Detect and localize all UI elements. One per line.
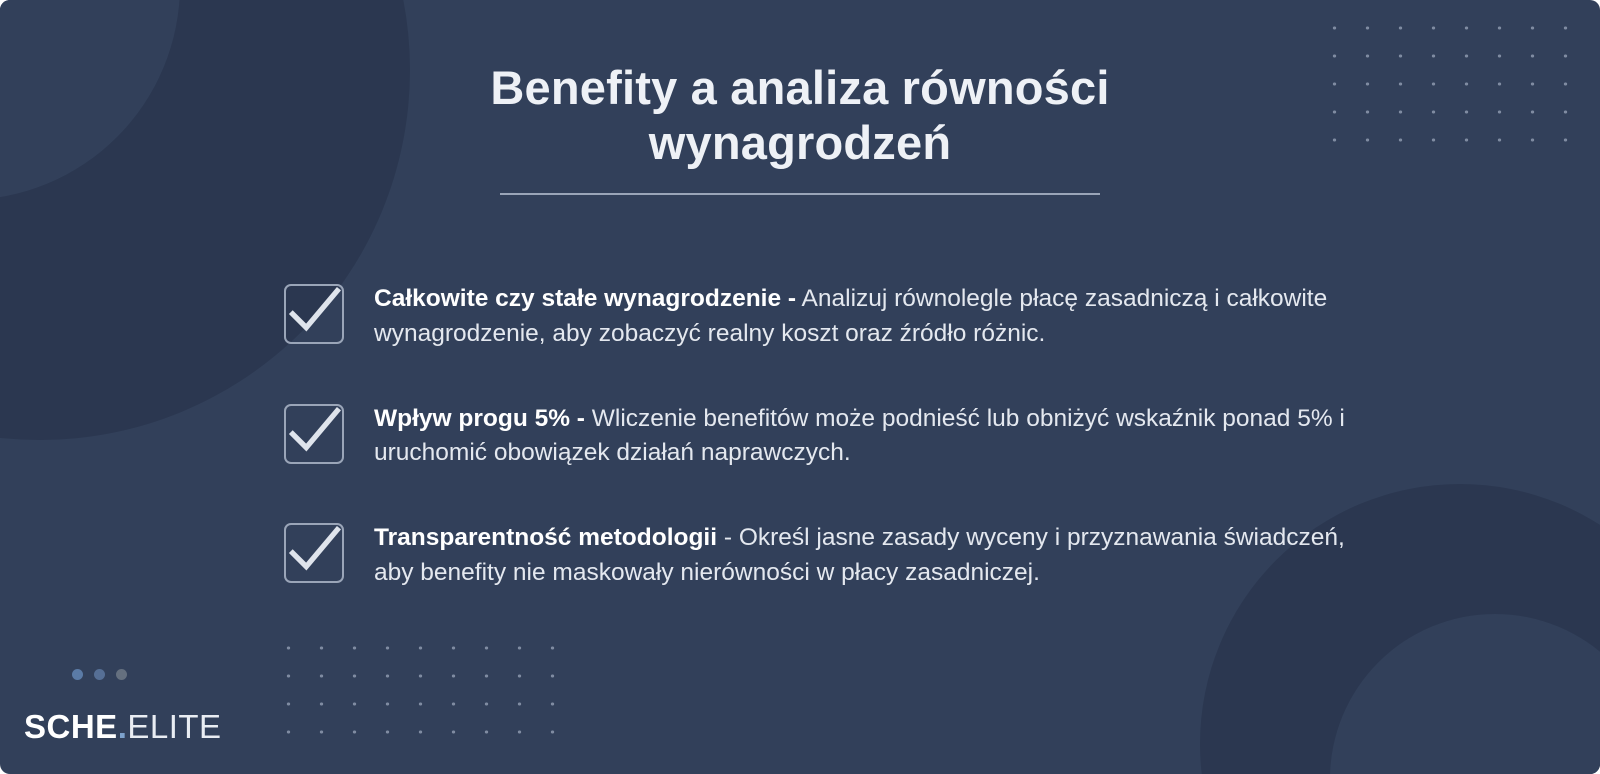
title-block	[0, 60, 1600, 195]
list-item-text	[374, 521, 1384, 591]
list-item-body: - Określ jasne zasady wyceny i przyznawania świadczeń, aby benefity nie maskowały nierówności w płacy zasadniczej.	[374, 524, 1345, 586]
dot-grid-bottom-left	[272, 634, 570, 756]
list-item-body: Wliczenie benefitów może podnieść lub obniżyć wskaźnik ponad 5% i uruchomić obowiązek działań naprawczych.	[374, 404, 1345, 467]
list-item	[284, 402, 1404, 472]
list-item-text	[374, 402, 1384, 472]
list-item	[284, 521, 1404, 591]
logo-dot	[94, 669, 105, 680]
list-item-body: Analizuj równolegle płacę zasadniczą i całkowite wynagrodzenie, aby zobaczyć realny koszt oraz źródło różnic.	[374, 285, 1328, 347]
list-item-lead: Całkowite czy stałe wynagrodzenie -	[374, 285, 797, 312]
logo-part-secondary: ELITE	[127, 708, 222, 745]
checkbox-checked-icon	[284, 523, 344, 583]
list-item-text	[374, 282, 1384, 352]
logo-dot	[72, 669, 83, 680]
logo	[24, 708, 222, 746]
logo-dot	[116, 669, 127, 680]
checkbox-checked-icon	[284, 284, 344, 344]
title-divider	[500, 193, 1100, 195]
logo-dots	[72, 669, 127, 680]
checkbox-checked-icon	[284, 404, 344, 464]
page-title: Benefity a analiza równości wynagrodzeń	[490, 61, 1110, 170]
logo-part-accent: .	[117, 708, 128, 745]
list-item-lead: Transparentność metodologii	[374, 524, 718, 552]
logo-part-primary: SCHE	[24, 708, 118, 745]
bullet-list	[284, 282, 1404, 591]
list-item	[284, 282, 1404, 352]
list-item-lead: Wpływ progu 5% -	[374, 404, 585, 432]
